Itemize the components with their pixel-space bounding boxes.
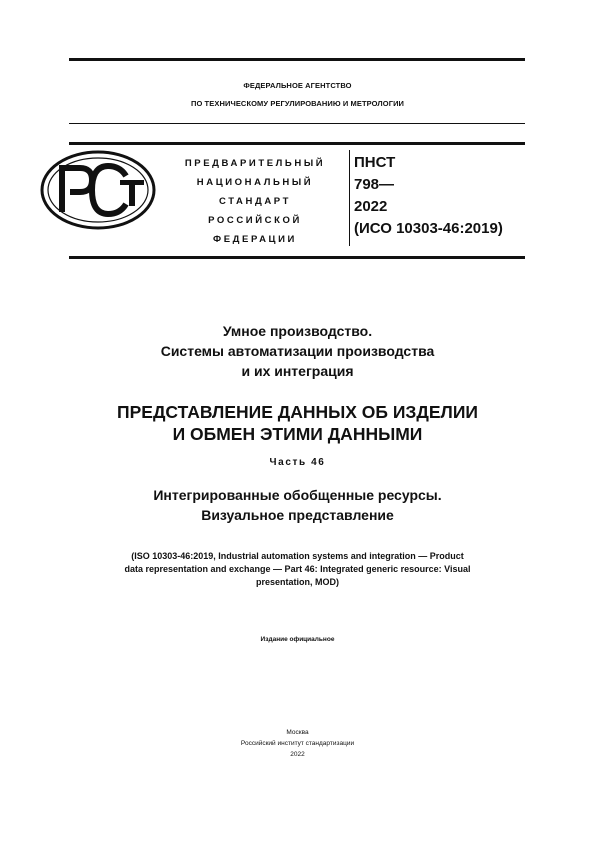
standard-type-line: ПРЕДВАРИТЕЛЬНЫЙ [184,158,326,169]
part-title-line: Визуальное представление [201,507,394,523]
agency-rule [69,123,525,124]
part-title [0,485,595,525]
main-title-line: Умное производство. [222,323,373,339]
standard-type [160,154,350,249]
original-line: presentation, MOD) [255,577,339,587]
agency-line-2: ПО ТЕХНИЧЕСКОМУ РЕГУЛИРОВАНИЮ И МЕТРОЛОГИИ [190,99,405,108]
top-rule [69,58,525,61]
imprint-publisher: Российский институт стандартизации [240,740,355,747]
standard-type-line: РОССИЙСКОЙ [208,215,302,226]
edition-label: Издание официальное [260,636,335,643]
standard-number [354,152,503,240]
imprint-city: Москва [286,729,309,736]
imprint [0,727,595,760]
original-standard [0,550,595,589]
header-rule [69,142,525,145]
standard-number-value: 798— [354,176,395,193]
main-title-line: Системы автоматизации производства [160,343,435,359]
main-title-line: и их интеграция [241,363,354,379]
standard-type-line: НАЦИОНАЛЬНЫЙ [196,177,314,188]
main-title [0,321,595,381]
agency-line-1: ФЕДЕРАЛЬНОЕ АГЕНТСТВО [243,81,352,90]
sub-title-line: ПРЕДСТАВЛЕНИЕ ДАННЫХ ОБ ИЗДЕЛИИ [117,402,478,422]
part-label: Часть 46 [269,457,326,468]
header-divider [349,150,350,246]
standard-code: ПНСТ [354,154,396,171]
imprint-year: 2022 [290,751,305,758]
iso-reference: (ИСО 10303-46:2019) [354,220,503,237]
sub-title-line: И ОБМЕН ЭТИМИ ДАННЫМИ [172,424,423,444]
standard-year: 2022 [354,198,388,215]
original-line: data representation and exchange — Part 46: Integrated generic resource: Visual [124,564,471,574]
standard-type-line: СТАНДАРТ [219,196,291,207]
original-line: (ISO 10303-46:2019, Industrial automation systems and integration — Product [131,551,464,561]
sub-title [0,401,595,445]
header-bottom-rule [69,256,525,259]
part-title-line: Интегрированные обобщенные ресурсы. [153,487,442,503]
rst-emblem-icon [40,150,156,230]
standard-type-line: ФЕДЕРАЦИИ [213,234,297,245]
